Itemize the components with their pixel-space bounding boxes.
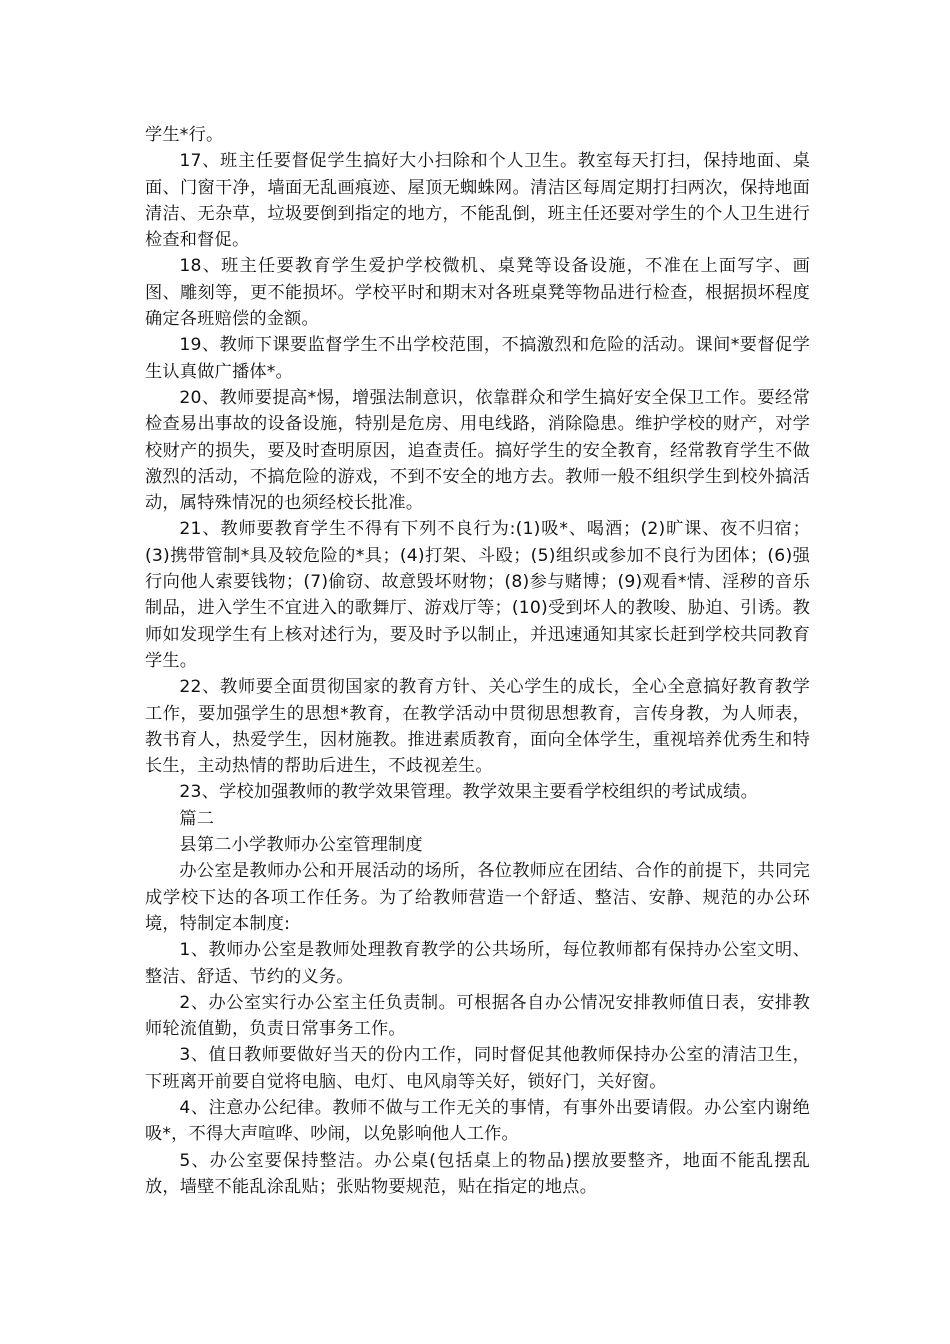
paragraph-rule-20: 20、教师要提高*惕，增强法制意识，依靠群众和学生搞好安全保卫工作。要经常检查易出事故的设备设施，特别是危房、用电线路，消除隐患。维护学校的财产，对学校财产的损失，要及时查明原因，追查责任。搞好学生的安全教育，经常教育学生不做激烈的活动，不搞危险的游戏，不到不安全的地方去。教师一般不组织学生到校外搞活动，属特殊情况的也须经校长批准。 [145,387,810,514]
paragraph-intro: 办公室是教师办公和开展活动的场所，各位教师应在团结、合作的前提下，共同完成学校下达的各项工作任务。为了给教师营造一个舒适、整洁、安静、规范的办公环境，特制定本制度: [145,861,810,934]
paragraph-rule-18: 18、班主任要教育学生爱护学校微机、桌凳等设备设施，不准在上面写字、画图、雕刻等，更不能损坏。学校平时和期末对各班桌凳等物品进行检查，根据损坏程度确定各班赔偿的金额。 [145,256,810,330]
paragraph-item-1: 1、教师办公室是教师处理教育教学的公共场所，每位教师都有保持办公室文明、整洁、舒适、节约的义务。 [145,940,810,987]
paragraph-rule-19: 19、教师下课要监督学生不出学校范围，不搞激烈和危险的活动。课间*要督促学生认真做广播体*。 [145,335,810,382]
paragraph-rule-23: 23、学校加强教师的教学效果管理。教学效果主要看学校组织的考试成绩。 [179,782,759,803]
paragraph-continuation: 学生*行。 [145,125,224,145]
paragraph-item-4: 4、注意办公纪律。教师不做与工作无关的事情，有事外出要请假。办公室内谢绝吸*，不得大声喧哗、吵闹，以免影响他人工作。 [145,1097,810,1145]
paragraph-rule-21: 21、教师要教育学生不得有下列不良行为:(1)吸*、喝酒；(2)旷课、夜不归宿；(3)携带管制*具及较危险的*具；(4)打架、斗殴；(5)组织或参加不良行为团体；(6)强行向他人索要钱物；(7)偷窃、故意毁坏财物；(8)参与赌博；(9)观看*情、淫秽的音乐制品，进入学生不宜进入的歌舞厅、游戏厅等；(10)受到坏人的教唆、胁迫、引诱。教师如发现学生有上核对述行为，要及时予以制止，并迅速通知其家长赶到学校共同教育学生。 [145,519,810,671]
section-title: 县第二小学教师办公室管理制度 [179,835,423,856]
section-label: 篇二 [179,808,215,829]
paragraph-item-2: 2、办公室实行办公室主任负责制。可根据各自办公情况安排教师值日表，安排教师轮流值勤，负责日常事务工作。 [145,992,810,1040]
paragraph-item-5: 5、办公室要保持整洁。办公桌(包括桌上的物品)摆放要整齐，地面不能乱摆乱放，墙壁不能乱涂乱贴；张贴物要规范，贴在指定的地点。 [145,1150,810,1197]
paragraph-rule-17: 17、班主任要督促学生搞好大小扫除和个人卫生。教室每天打扫，保持地面、桌面、门窗干净，墙面无乱画痕迹、屋顶无蜘蛛网。清洁区每周定期打扫两次，保持地面清洁、无杂草，垃圾要倒到指定的地方，不能乱倒，班主任还要对学生的个人卫生进行检查和督促。 [145,151,810,251]
document-body [145,122,810,1200]
paragraph-rule-22: 22、教师要全面贯彻国家的教育方针、关心学生的成长，全心全意搞好教育教学工作，要加强学生的思想*教育，在教学活动中贯彻思想教育，言传身教，为人师表，教书育人，热爱学生，因材施教。推进素质教育，面向全体学生，重视培养优秀生和特长生，主动热情的帮助后进生，不歧视差生。 [145,677,810,777]
paragraph-item-3: 3、值日教师要做好当天的份内工作，同时督促其他教师保持办公室的清洁卫生，下班离开前要自觉将电脑、电灯、电风扇等关好，锁好门，关好窗。 [145,1045,810,1092]
